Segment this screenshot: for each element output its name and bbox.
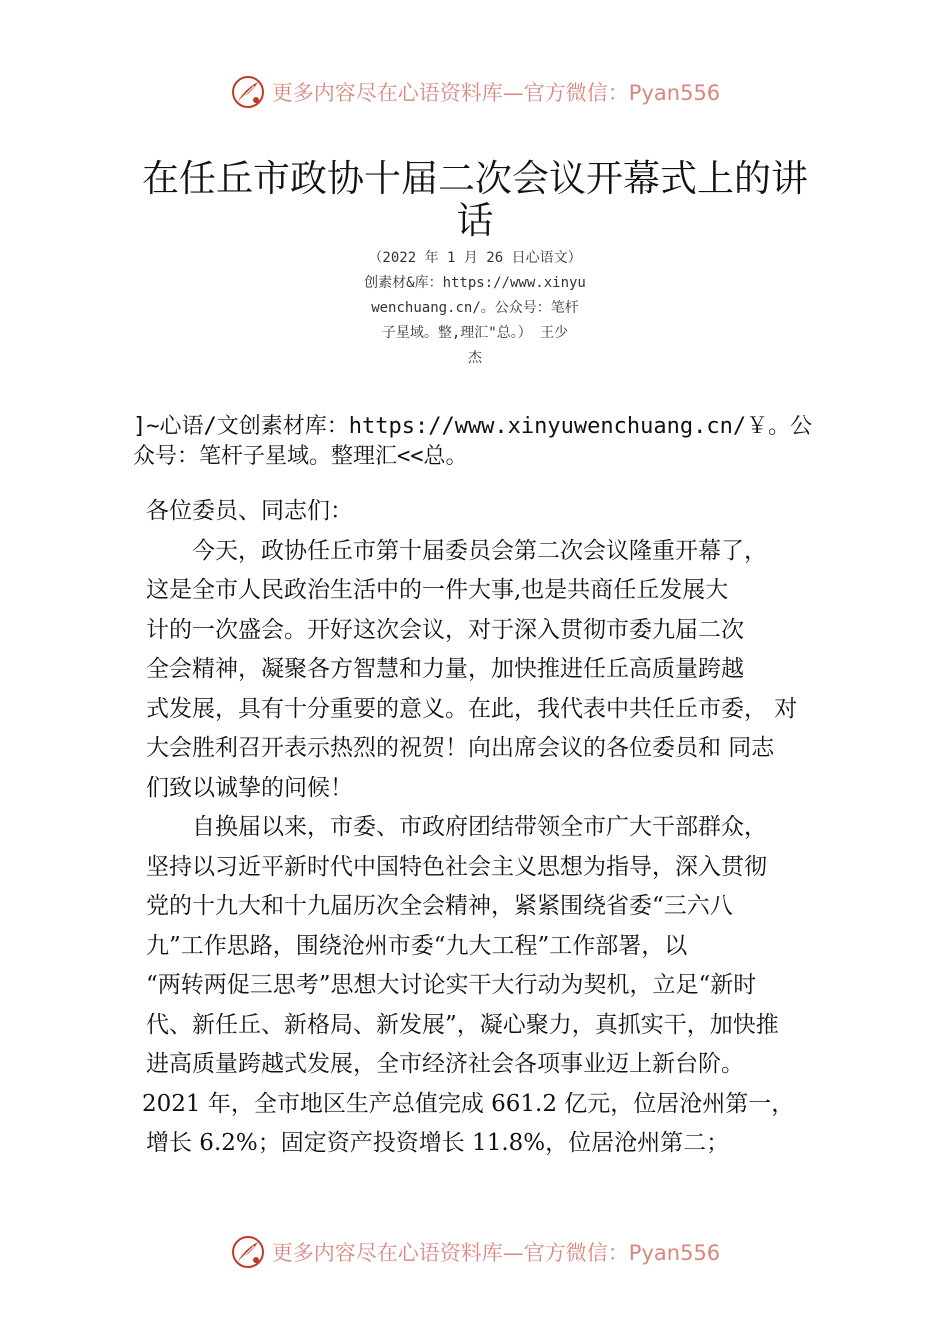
meta-line: wenchuang.cn/。公众号：笔杆 [371, 300, 579, 316]
source-note [133, 412, 853, 472]
meta-line: 创素材&库：https://www.xinyu [364, 275, 586, 291]
body-line: 式发展，具有十分重要的意义。在此，我代表中共任丘市委， 对 [146, 695, 798, 722]
body-line: 坚持以习近平新时代中国特色社会主义思想为指导，深入贯彻 [146, 853, 767, 880]
banner-text: 更多内容尽在心语资料库—官方微信：Pyan556 [271, 1241, 721, 1265]
body-line: 自换届以来，市委、市政府团结带领全市广大干部群众， [192, 814, 767, 840]
body-line: “两转两促三思考”思想大讨论实干大行动为契机，立足“新时 [146, 972, 757, 998]
body-line: 全会精神，凝聚各方智慧和力量，加快推进任丘高质量跨越 [146, 656, 744, 682]
body-line: 们致以诚挚的问候！ [146, 774, 353, 801]
salutation: 各位委员、同志们： [146, 498, 353, 524]
body-line: 大会胜利召开表示热烈的祝贺！向出席会议的各位委员和 同志 [146, 735, 775, 761]
body-line: 这是全市人民政治生活中的一件大事,也是共商任丘发展大 [146, 577, 729, 603]
body-line: 2021 年，全市地区生产总值完成 661.2 亿元，位居沧州第一， [142, 1090, 795, 1117]
date-source-block [345, 246, 605, 371]
meta-line: （2022 年 1 月 26 日心语文） [368, 250, 582, 266]
body-line: 代、新任丘、新格局、新发展”，凝心聚力，真抓实干，加快推 [146, 1011, 779, 1038]
banner-text: 更多内容尽在心语资料库—官方微信：Pyan556 [271, 81, 721, 105]
body-line: 党的十九大和十九届历次全会精神，紧紧围绕省委“三六八 [146, 893, 733, 919]
body-line: 计的一次盛会。开好这次会议，对于深入贯彻市委九届二次 [146, 616, 744, 643]
note-line: ]~心语/文创素材库：https://www.xinyuwenchuang.cn/￥。公 [133, 414, 813, 439]
body-line: 今天，政协任丘市第十届委员会第二次会议隆重开幕了， [192, 537, 767, 564]
note-line: 众号：笔杆子星域。整理汇<<总。 [133, 444, 468, 469]
title-line-1: 在任丘市政协十届二次会议开幕式上的讲 [142, 157, 808, 200]
speech-body [142, 492, 846, 1164]
title-line-2: 话 [456, 199, 494, 242]
body-line: 九”工作思路，围绕沧州市委“九大工程”工作部署，以 [146, 932, 688, 959]
meta-line: 杰 [468, 350, 482, 366]
document-title [100, 158, 850, 242]
meta-line: 子星域。整,理汇"总。） 王少 [381, 325, 569, 341]
header-watermark-banner [0, 72, 950, 112]
body-line: 进高质量跨越式发展，全市经济社会各项事业迈上新台阶。 [146, 1051, 744, 1077]
body-line: 增长 6.2%；固定资产投资增长 11.8%，位居沧州第二； [146, 1130, 730, 1156]
quill-logo-icon [230, 74, 266, 110]
quill-logo-icon [230, 1234, 266, 1270]
footer-watermark-banner [0, 1232, 950, 1272]
